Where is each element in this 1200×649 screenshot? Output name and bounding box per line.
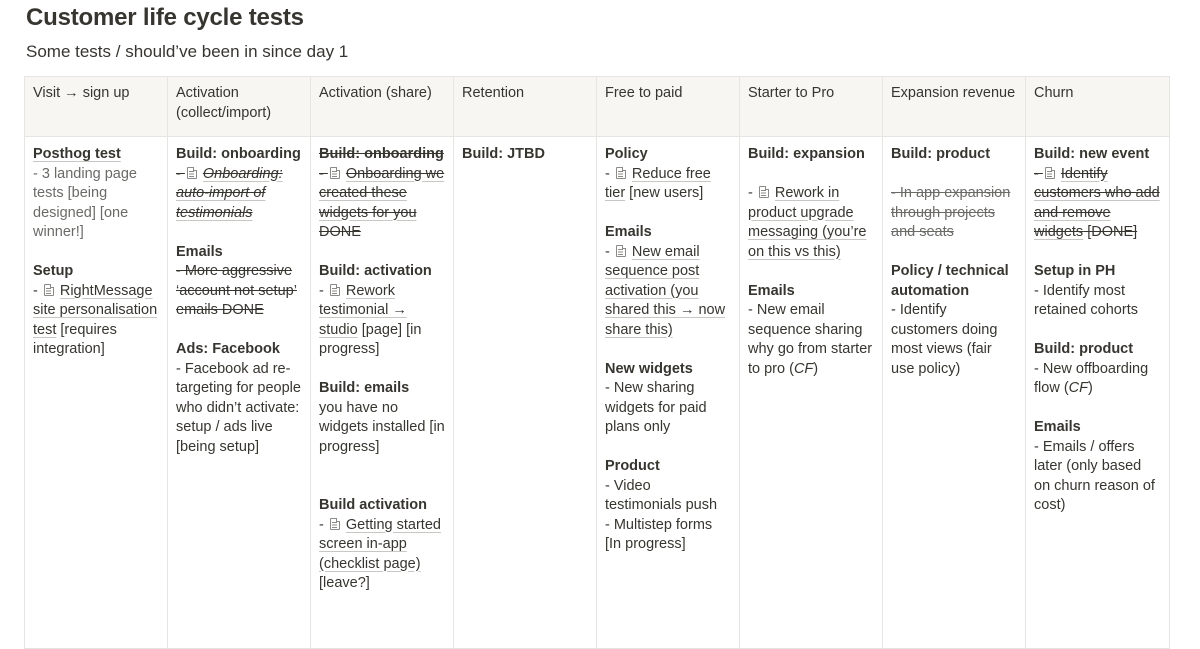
header-visit-signup[interactable]: Visit → sign up <box>25 77 168 137</box>
emails-heading: Emails <box>176 243 223 260</box>
document-icon <box>330 167 340 179</box>
emails-close: ) <box>813 360 819 377</box>
emails-heading: Emails <box>1034 419 1081 435</box>
reduce-free-tier-link[interactable]: Reduce free tier <box>605 165 711 201</box>
identify-customers-link[interactable]: Identify customers who add and remove widgets <box>1034 165 1160 240</box>
list-dash: - <box>748 185 757 201</box>
emails-body: - More aggressive ‘account not setup’ emails DONE <box>176 263 297 318</box>
page-title: Customer life cycle tests <box>26 4 304 31</box>
document-icon <box>330 284 340 296</box>
policy-automation-heading: Policy / technical automation <box>891 263 1009 299</box>
list-dash: - <box>605 165 614 182</box>
build-expansion-heading: Build: expansion <box>748 146 865 162</box>
document-icon <box>616 245 626 257</box>
cell-activation-share[interactable] <box>311 137 454 649</box>
document-icon <box>330 518 340 530</box>
document-icon <box>759 186 769 198</box>
leave-note: [leave?] <box>319 575 370 591</box>
rework-upgrade-messaging-link[interactable]: Rework in product upgrade messaging (you’re on this vs this) <box>748 185 867 260</box>
product-heading: Product <box>605 458 660 474</box>
in-app-expansion-body: - In app expansion through projects and seats <box>891 185 1011 240</box>
list-dash: - <box>319 282 328 299</box>
offboarding-cf: CF <box>1068 380 1088 396</box>
ads-facebook-body: - Facebook ad re-targeting for people who didn’t activate: setup / ads live [being setup] <box>176 360 301 455</box>
onboarding-widgets-link[interactable]: Onboarding we created these widgets for you <box>319 165 445 221</box>
list-dash: - <box>33 282 42 299</box>
new-email-sequence-link[interactable]: New email sequence post activation (you shared this → now share this) <box>605 243 726 338</box>
lifecycle-table <box>24 76 1170 649</box>
policy-heading: Policy <box>605 146 648 162</box>
setup-note: [requires integration] <box>33 321 117 357</box>
list-dash: - <box>176 165 185 182</box>
emails-heading: Emails <box>605 224 652 240</box>
offboarding-close: ) <box>1088 380 1093 396</box>
rework-testimonial-link[interactable]: Rework testimonial → studio <box>319 282 407 338</box>
list-dash: - <box>319 516 328 533</box>
build-new-event-heading: Build: new event <box>1034 146 1150 162</box>
getting-started-link[interactable]: Getting started screen in-app (checklist page) <box>319 516 441 572</box>
list-dash: - <box>605 243 614 260</box>
emails-body: - New email sequence sharing why go from starter to pro ( <box>748 302 873 377</box>
cell-free-to-paid[interactable] <box>597 137 740 649</box>
policy-note: [new users] <box>625 185 704 201</box>
cell-expansion-revenue[interactable] <box>883 137 1026 649</box>
policy-automation-body: - Identify customers doing most views (fair use policy) <box>891 302 998 377</box>
build-product-heading: Build: product <box>891 146 991 162</box>
product-item-video: - Video testimonials push <box>605 477 718 513</box>
new-widgets-heading: New widgets <box>605 360 693 377</box>
build-jtbd-heading: Build: JTBD <box>462 146 545 162</box>
table-header-row <box>25 77 1170 137</box>
table-row <box>25 137 1170 649</box>
done-note: [DONE] <box>1083 224 1138 240</box>
document-icon <box>187 167 197 179</box>
setup-in-ph-body: - Identify most retained cohorts <box>1034 282 1138 318</box>
page-subtitle: Some tests / should’ve been in since day 1 <box>26 42 349 61</box>
emails-heading: Emails <box>748 282 795 299</box>
product-item-multistep: - Multistep forms [In progress] <box>605 516 713 552</box>
cell-visit-signup[interactable] <box>25 137 168 649</box>
header-churn[interactable]: Churn <box>1026 77 1170 137</box>
build-emails-heading: Build: emails <box>319 380 410 396</box>
header-starter-to-pro[interactable]: Starter to Pro <box>740 77 883 137</box>
list-dash: - <box>1034 165 1043 182</box>
build-onboarding-heading: Build: onboarding <box>319 146 444 162</box>
cell-churn[interactable] <box>1026 137 1170 649</box>
ads-facebook-heading: Ads: Facebook <box>176 341 280 357</box>
header-retention[interactable]: Retention <box>454 77 597 137</box>
build-onboarding-heading: Build: onboarding <box>176 146 301 162</box>
offboarding-body: - New offboarding flow ( <box>1034 360 1149 396</box>
done-note: DONE <box>319 224 361 240</box>
build-activation-2-heading: Build activation <box>319 497 427 513</box>
setup-heading: Setup <box>33 263 74 279</box>
list-dash: - <box>319 165 328 182</box>
onboarding-auto-import-link[interactable]: Onboarding: auto-import of testimonials <box>176 165 283 221</box>
posthog-test-heading: Posthog test <box>33 146 121 162</box>
rework-note: [page] [in progress] <box>319 321 422 357</box>
build-product-heading: Build: product <box>1034 341 1134 357</box>
header-expansion-revenue[interactable]: Expansion revenue <box>883 77 1026 137</box>
setup-in-ph-heading: Setup in PH <box>1034 263 1116 279</box>
posthog-test-body: - 3 landing page tests [being designed] [one winner!] <box>33 165 137 240</box>
header-activation-collect[interactable]: Activation (collect/import) <box>168 77 311 137</box>
build-activation-heading: Build: activation <box>319 263 432 279</box>
new-widgets-body: - New sharing widgets for paid plans only <box>605 380 707 435</box>
cell-starter-to-pro[interactable] <box>740 137 883 649</box>
rightmessage-page-link[interactable]: RightMessage site personalisation test <box>33 282 158 338</box>
document-icon <box>1045 167 1055 179</box>
header-free-to-paid[interactable]: Free to paid <box>597 77 740 137</box>
emails-offers-body: - Emails / offers later (only based on churn reason of cost) <box>1034 438 1155 513</box>
cell-retention[interactable] <box>454 137 597 649</box>
emails-cf: CF <box>793 360 814 377</box>
header-activation-share[interactable]: Activation (share) <box>311 77 454 137</box>
document-icon <box>616 167 626 179</box>
cell-activation-collect[interactable] <box>168 137 311 649</box>
document-icon <box>44 284 54 296</box>
build-emails-body: you have no widgets installed [in progress] <box>319 399 445 455</box>
